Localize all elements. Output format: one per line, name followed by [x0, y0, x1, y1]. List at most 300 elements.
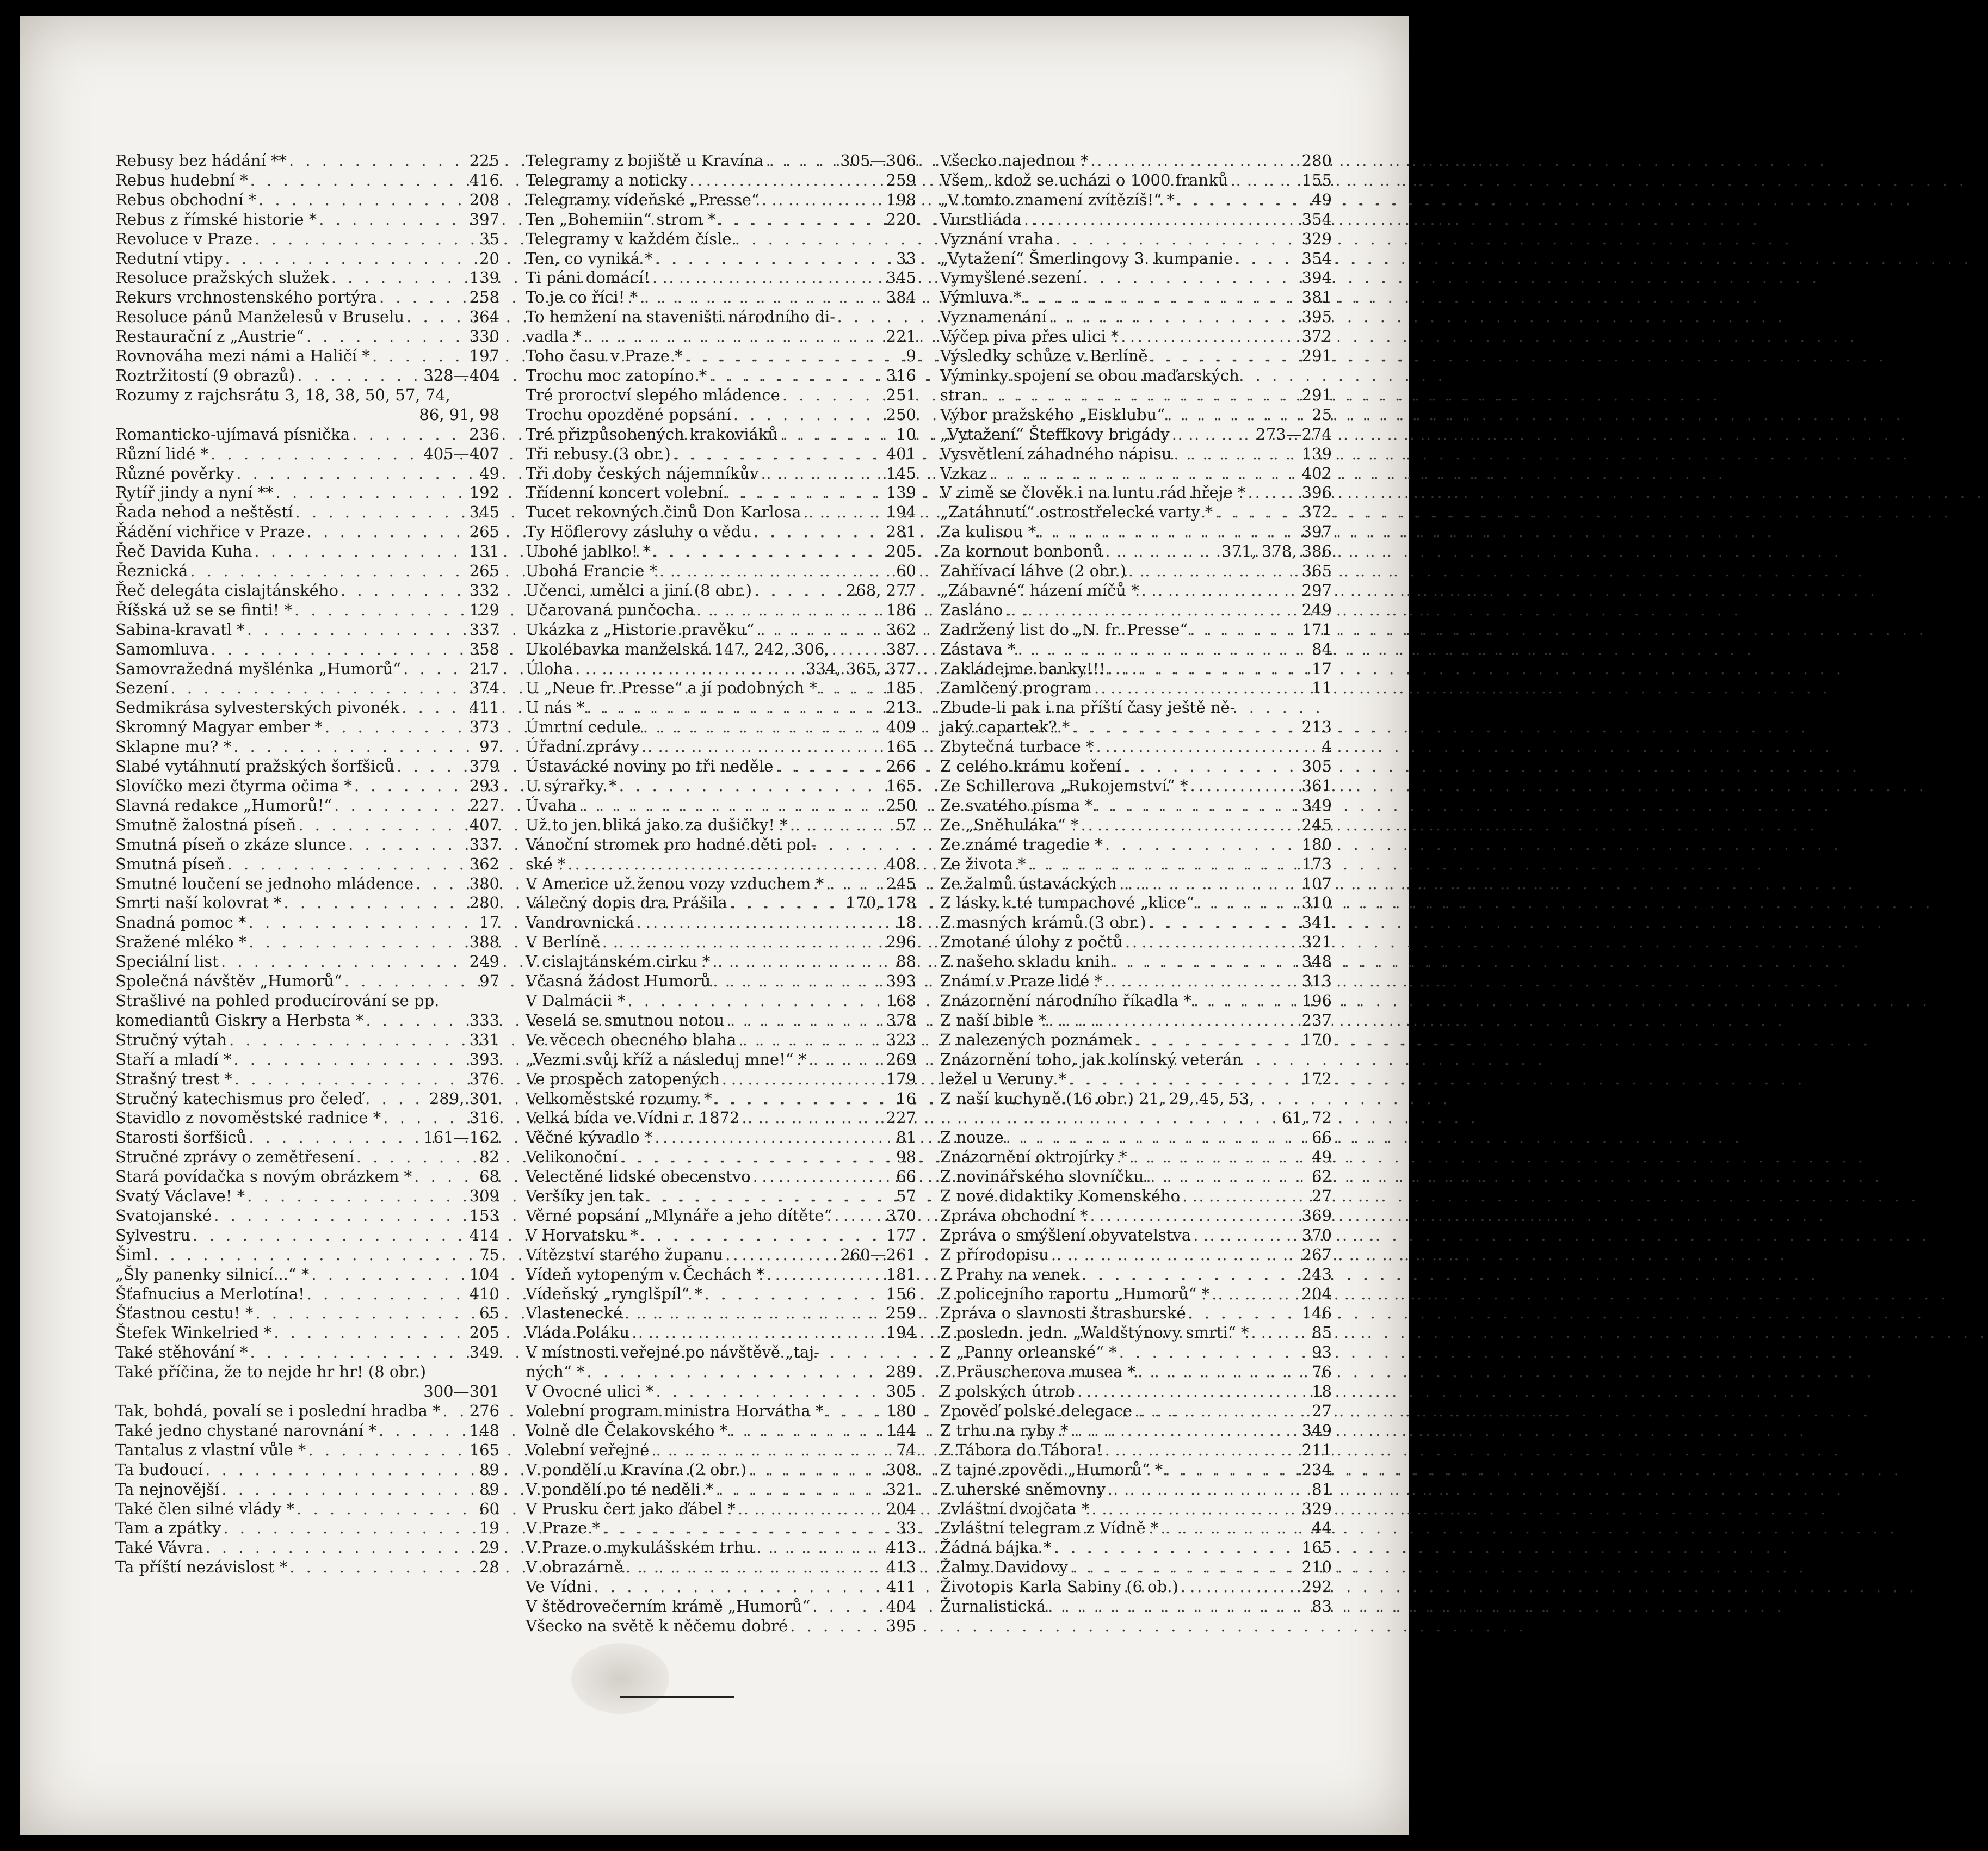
entry-title: Řeč Davida Kuha [115, 542, 252, 561]
entry-title: Z celého krámu koření [940, 757, 1121, 776]
entry-title: Rozumy z rajchsrátu 3, 18, 38, 50, 57, 74, [115, 385, 450, 404]
leader-dots [801, 503, 886, 522]
leader-dots [219, 952, 470, 972]
entry-title: Válečný dopis dra Prášila [526, 893, 727, 912]
leader-dots [1163, 1460, 1301, 1480]
entry-page-number: 243 [1301, 1264, 1332, 1284]
entry-title: Znázornění toho, jak kolínský veterán [940, 1050, 1242, 1069]
entry-page-number: 208 [469, 190, 499, 209]
entry-page-number: 407 [469, 815, 499, 834]
index-entry [526, 1304, 916, 1323]
entry-title: Vyznamenání [940, 307, 1047, 326]
entry-page-number: 65 [479, 1304, 499, 1323]
leader-dots [1188, 776, 1301, 796]
entry-title: Výbor pražského „Eisklubu“ [940, 405, 1165, 424]
index-entry [115, 1031, 499, 1050]
leader-dots [309, 1265, 469, 1285]
index-entry [115, 1011, 499, 1031]
entry-title: Životopis Karla Sabiny (6 ob.) [940, 1577, 1178, 1596]
index-entry [940, 1206, 1332, 1226]
leader-dots [363, 1089, 429, 1109]
index-entry [940, 1089, 1332, 1109]
entry-title: Z nalezených poznámek [940, 1030, 1132, 1049]
leader-dots [638, 1226, 886, 1245]
index-entry [940, 1402, 1332, 1421]
entry-title: Stavidlo z novoměstské radnice * [115, 1108, 381, 1127]
index-entry [526, 1206, 916, 1226]
entry-title: Vzkaz [940, 464, 987, 483]
entry-title: Věrné popsání „Mlynáře a jeho dítěte“ [526, 1206, 832, 1225]
leader-dots [350, 425, 469, 445]
index-entry [115, 1519, 499, 1538]
index-entry [526, 1147, 916, 1167]
index-entry [940, 1070, 1332, 1089]
entry-page-number: 378 [886, 1010, 916, 1029]
entry-page-number: 198 [886, 190, 916, 209]
entry-page-number: 362 [469, 854, 499, 873]
index-entry [526, 249, 916, 269]
entry-title: „Vytažení“ Šteffkovy brigády [940, 424, 1170, 443]
leader-dots [1123, 933, 1302, 952]
leader-dots [346, 835, 470, 855]
index-entry [940, 445, 1332, 464]
index-entry [940, 581, 1332, 601]
index-entry [526, 1031, 916, 1050]
leader-dots [1119, 327, 1301, 347]
leader-dots [246, 933, 469, 952]
entry-page-number: 225 [469, 151, 499, 170]
entry-page-number: 60 [479, 1499, 499, 1518]
entry-title: Volně dle Čelakovského * [526, 1421, 728, 1440]
leader-dots [710, 952, 896, 972]
leader-dots [702, 1285, 886, 1304]
index-entry [115, 366, 499, 386]
leader-dots [306, 1441, 469, 1460]
entry-page-number: 220 [886, 209, 916, 229]
entry-page-number: 57 [896, 815, 916, 834]
entry-title: Sražené mléko * [115, 933, 247, 952]
leader-dots [638, 288, 886, 307]
entry-page-number: 97 [479, 737, 499, 756]
leader-dots [720, 1070, 886, 1089]
entry-page-number: 161—162 [423, 1128, 499, 1147]
index-entry [940, 230, 1332, 249]
index-entry [526, 913, 916, 933]
entry-title: Z nouze [940, 1128, 1004, 1147]
entry-page-number: 305 [1301, 757, 1332, 776]
entry-title: Ten „Bohemiin“ strom * [526, 209, 716, 229]
leader-dots [370, 347, 470, 366]
leader-dots [1103, 542, 1221, 562]
entry-title: Ta příští nezávislost * [115, 1558, 288, 1577]
entry-title: Zpráva obchodní * [940, 1206, 1088, 1225]
leader-dots [683, 347, 906, 366]
entry-title: Věčné kývadlo * [526, 1128, 653, 1147]
leader-dots [577, 796, 886, 816]
entry-title: Vítězství starého županu [526, 1245, 724, 1264]
entry-page-number: 49 [479, 464, 499, 483]
entry-page-number: 29 [479, 1538, 499, 1557]
index-entry [940, 640, 1332, 659]
index-entry [115, 1128, 499, 1147]
index-entry [115, 1187, 499, 1206]
entry-title: V Horvatsku * [526, 1225, 638, 1244]
index-entry [526, 1089, 916, 1109]
leader-dots [1106, 1480, 1312, 1500]
index-entry [115, 230, 499, 249]
leader-dots [401, 659, 470, 679]
entry-continuation: 61, 72 [1281, 1108, 1332, 1127]
entry-page-number: 281 [886, 522, 916, 541]
index-entry [526, 1480, 916, 1500]
leader-dots [600, 933, 886, 952]
index-entry [115, 1538, 499, 1558]
entry-title: Všem, kdož se ucházi o 1000 franků [940, 170, 1228, 189]
index-entry [526, 1421, 916, 1441]
index-column-2 [526, 151, 916, 1636]
entry-page-number: 196 [1301, 991, 1332, 1010]
entry-title: V štědrovečerním krámě „Humorů“ [526, 1597, 811, 1616]
entry-page-number: 249 [469, 952, 499, 971]
index-entry [526, 640, 916, 659]
leader-dots [245, 1187, 470, 1206]
entry-page-number: 81 [1312, 1479, 1332, 1498]
entry-page-number: 345 [886, 268, 916, 287]
entry-title: Strašný trest * [115, 1069, 232, 1088]
entry-page-number: 131 [469, 542, 499, 561]
entry-title: Rytíř jindy a nyní ** [115, 483, 274, 502]
index-entry [940, 1382, 1332, 1402]
entry-title: Z Prahy na venek [940, 1264, 1080, 1284]
leader-dots [399, 698, 469, 718]
entry-page-number: 276 [469, 1402, 499, 1420]
leader-dots [296, 816, 469, 835]
leader-dots [687, 171, 886, 190]
entry-page-number: 75 [479, 1245, 499, 1264]
entry-page-number: 387 [886, 639, 916, 658]
index-entry [115, 1480, 499, 1500]
entry-page-number: 205 [886, 542, 916, 561]
leader-dots [1053, 230, 1302, 249]
entry-title: Zástava * [940, 639, 1016, 658]
entry-page-number: 330 [469, 327, 499, 346]
entry-title: Tucet rekovných činů Don Karlosa [526, 503, 801, 522]
entry-page-number: 411 [886, 1577, 916, 1596]
entry-page-number: 328—404 [423, 366, 499, 385]
entry-page-number: 379 [469, 757, 499, 776]
entry-title: U „Neue fr. Presse“ a jí podobných * [526, 678, 817, 698]
entry-page-number: 18 [896, 913, 916, 932]
entry-title: Šťafnucius a Merlotína! [115, 1284, 305, 1303]
index-entry [115, 151, 499, 171]
entry-page-number: 289, 301 [429, 1089, 499, 1108]
index-entry [115, 640, 499, 659]
entry-title: Volební veřejné [526, 1440, 650, 1459]
index-entry [115, 445, 499, 464]
index-entry [115, 796, 499, 816]
leader-dots [1191, 1226, 1302, 1245]
leader-dots [830, 640, 886, 659]
entry-page-number: 405—407 [423, 444, 499, 463]
entry-page-number: 18 [1312, 1382, 1332, 1401]
leader-dots [245, 620, 470, 640]
index-entry [940, 1304, 1332, 1323]
entry-title: Z nové didaktiky Komenského [940, 1187, 1181, 1206]
leader-dots [752, 581, 846, 601]
leader-dots [208, 445, 423, 464]
entry-title: „Zábavné“ házení míčů * [940, 581, 1139, 600]
entry-title: Různí lidé * [115, 444, 208, 463]
entry-title: Zamlčený program [940, 678, 1092, 698]
entry-page-number: 205 [469, 1323, 499, 1342]
entry-title: Z masných krámů (3 obr.) [940, 913, 1146, 932]
entry-page-number: 213 [886, 698, 916, 717]
entry-title: Za kornout bonbonů [940, 542, 1103, 561]
leader-dots [246, 913, 480, 933]
entry-page-number: 348 [1301, 952, 1332, 971]
leader-dots [824, 1402, 886, 1421]
index-entry [115, 210, 499, 230]
index-entry [115, 1343, 499, 1362]
entry-page-number: 9 [906, 347, 916, 366]
index-entry [526, 522, 916, 542]
index-entry [526, 855, 916, 874]
entry-page-number: 292 [1301, 1577, 1332, 1596]
entry-title: Smutné loučení se jednoho mládence [115, 874, 414, 893]
index-entry [526, 386, 916, 405]
entry-title: ných“ * [526, 1362, 585, 1381]
entry-page-number: 293 [469, 776, 499, 795]
index-entry [526, 893, 916, 913]
leader-dots [219, 1480, 479, 1500]
entry-page-number: 74 [896, 1440, 916, 1459]
index-entry [526, 562, 916, 581]
entry-page-number: 139 [886, 483, 916, 502]
entry-title: stran [940, 385, 982, 404]
leader-dots [332, 796, 470, 816]
entry-page-number: 365 [1301, 562, 1332, 581]
leader-dots [287, 151, 470, 171]
entry-page-number: 410 [469, 1284, 499, 1303]
entry-page-number: 250 [886, 795, 916, 815]
entry-page-number: 66 [896, 1167, 916, 1186]
ink-smudge [571, 1643, 669, 1714]
index-entry [526, 1187, 916, 1206]
leader-dots [252, 230, 479, 249]
leader-dots [1132, 1402, 1312, 1421]
entry-page-number: 393 [469, 1050, 499, 1069]
index-entry [526, 1382, 916, 1402]
leader-dots [1102, 972, 1302, 991]
entry-title: V Berlíně [526, 933, 600, 952]
entry-title: Snadná pomoc * [115, 913, 246, 932]
index-entry [526, 659, 916, 679]
index-entry [526, 1128, 916, 1147]
leader-dots [1049, 1245, 1302, 1265]
index-entry [526, 581, 916, 601]
entry-page-number: 217 [469, 659, 499, 678]
entry-title: Štefek Winkelried * [115, 1323, 272, 1342]
entry-page-number: 329 [1301, 1499, 1332, 1518]
index-entry [940, 425, 1332, 445]
leader-dots [780, 386, 886, 405]
entry-title: Veselá se smutnou notou [526, 1010, 725, 1029]
leader-dots [1139, 581, 1302, 601]
entry-page-number: 17 [479, 913, 499, 932]
entry-title: Velikonoční [526, 1147, 618, 1167]
index-entry [940, 1558, 1332, 1577]
entry-page-number: 84 [1312, 639, 1332, 658]
entry-page-number: 180 [886, 1402, 916, 1420]
entry-page-number: 334, 365, 377 [806, 659, 916, 678]
leader-dots [1103, 1441, 1302, 1460]
entry-page-number: 349 [1301, 795, 1332, 815]
index-entry [526, 210, 916, 230]
leader-dots [1127, 1147, 1312, 1167]
index-entry [115, 874, 499, 894]
entry-page-number: 265 [469, 522, 499, 541]
entry-page-number: 349 [1301, 1421, 1332, 1440]
entry-title: Speciální list [115, 952, 219, 971]
index-entry [115, 972, 499, 991]
entry-title: V zimě se člověk i na luntu rád hřeje * [940, 483, 1246, 502]
index-entry [526, 1167, 916, 1187]
index-entry [115, 991, 499, 1011]
entry-title: Resoluce pánů Manželesů v Bruselu [115, 307, 405, 326]
entry-title: To je co říci! * [526, 288, 638, 307]
leader-dots [1121, 757, 1302, 776]
entry-title: Z posledn. jedn. „Waldštýnovy smrti“ * [940, 1323, 1249, 1342]
entry-page-number: 197 [469, 347, 499, 366]
entry-page-number: 289 [886, 1362, 916, 1381]
index-entry [940, 1421, 1332, 1441]
entry-title: „V tomto znamení zvítězíš!“ * [940, 190, 1175, 209]
index-entry [940, 1441, 1332, 1460]
index-entry [940, 1265, 1332, 1285]
entry-title: Ve věcech obecného blaha [526, 1030, 737, 1049]
leader-dots [1016, 640, 1312, 659]
leader-dots [1081, 268, 1302, 288]
entry-title: Z trhu na ryby * [940, 1421, 1069, 1440]
leader-dots [1089, 1500, 1301, 1519]
index-entry [940, 288, 1332, 307]
entry-page-number: 165 [469, 1440, 499, 1459]
index-entry [526, 1500, 916, 1519]
leader-dots [1175, 190, 1312, 210]
leader-dots [623, 1558, 886, 1577]
index-entry [115, 855, 499, 874]
leader-dots [711, 972, 886, 991]
index-entry [940, 386, 1332, 405]
leader-dots [1068, 1558, 1302, 1577]
entry-page-number: 310 [1301, 893, 1332, 912]
entry-title: Velectěné lidské obecenstvo [526, 1167, 751, 1186]
leader-dots [1117, 1343, 1312, 1362]
leader-dots [234, 464, 479, 484]
index-entry [526, 776, 916, 796]
leader-dots [617, 776, 886, 796]
leader-dots [1188, 620, 1301, 640]
index-entry [115, 1402, 499, 1421]
entry-page-number: 416 [469, 170, 499, 189]
entry-title: Také člen silné vlády * [115, 1499, 295, 1518]
entry-page-number: 82 [479, 1147, 499, 1167]
index-entry [115, 893, 499, 913]
entry-title: Za kulisou * [940, 522, 1036, 541]
entry-page-number: 373 [469, 718, 499, 737]
entry-page-number: 358 [469, 639, 499, 658]
index-entry [526, 1343, 916, 1362]
index-entry [115, 737, 499, 757]
index-entry [526, 1519, 916, 1538]
entry-page-number: 329 [1301, 229, 1332, 248]
index-entry [940, 737, 1332, 757]
entry-page-number: 186 [886, 600, 916, 619]
entry-title: Ta budoucí [115, 1460, 203, 1479]
leader-dots [727, 893, 846, 913]
leader-dots [1180, 1187, 1312, 1206]
index-entry [940, 1167, 1332, 1187]
leader-dots [712, 1089, 896, 1109]
entry-title: Úvaha [526, 795, 577, 815]
index-entry [115, 1265, 499, 1285]
leader-dots [292, 601, 470, 620]
index-entry [115, 327, 499, 347]
entry-title: Vandrovnická [526, 913, 634, 932]
entry-page-number: 177 [886, 1225, 916, 1244]
entry-title: Veršíky jen tak [526, 1187, 644, 1206]
entry-title: Vurstliáda [940, 209, 1022, 229]
index-entry [115, 1206, 499, 1226]
entry-title: Romanticko-ujímavá písnička [115, 424, 350, 443]
entry-title: Zvláštní dvojčata * [940, 1499, 1090, 1518]
leader-dots [1246, 483, 1302, 503]
entry-title: Zpověď polské delegace [940, 1402, 1133, 1420]
leader-dots [304, 327, 470, 347]
entry-title: Učarovaná punčocha [526, 600, 694, 619]
leader-dots [1178, 1577, 1302, 1597]
entry-title: Rebus obchodní * [115, 190, 256, 209]
entry-title: Žurnalistická [940, 1597, 1046, 1616]
leader-dots [585, 1362, 886, 1382]
leader-dots [824, 874, 886, 894]
index-entry [940, 1128, 1332, 1147]
leader-dots [404, 307, 470, 327]
leader-dots [1075, 1382, 1312, 1402]
index-entry [115, 698, 499, 718]
entry-title: Stará povídačka s novým obrázkem * [115, 1167, 412, 1186]
entry-title: Znázornění oktrojírky * [940, 1147, 1127, 1167]
index-entry [940, 151, 1332, 171]
entry-page-number: 414 [469, 1225, 499, 1244]
entry-title: V Ovocné ulici * [526, 1382, 654, 1401]
entry-title: V pondělí u Kravína (2 obr.) [526, 1460, 747, 1479]
index-entry [526, 952, 916, 972]
leader-dots [739, 1108, 886, 1128]
entry-title: Ze života * [940, 854, 1026, 873]
entry-page-number: 251 [886, 385, 916, 404]
index-entry [526, 1538, 916, 1558]
entry-page-number: 345 [469, 503, 499, 522]
index-column-1 [115, 151, 499, 1577]
index-entry [526, 1245, 916, 1265]
index-entry [526, 542, 916, 562]
entry-title: V Praze o mykulášském trhu [526, 1538, 754, 1557]
index-entry [115, 601, 499, 620]
index-entry [940, 835, 1332, 855]
leader-dots [203, 1460, 479, 1480]
leader-dots [1191, 991, 1302, 1011]
